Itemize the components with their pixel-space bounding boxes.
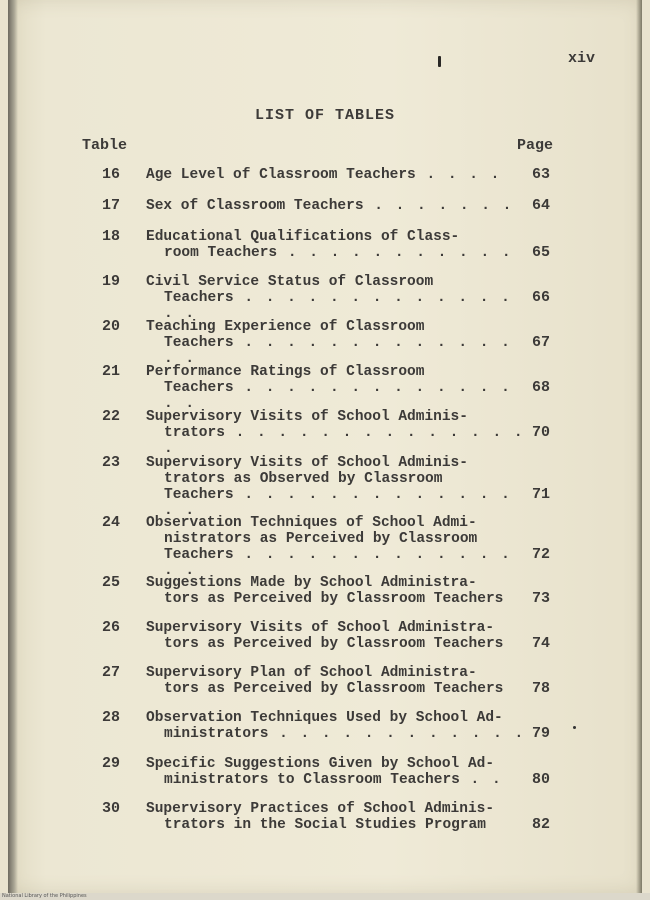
leader-dots: . . . . . . . . . . . . . . . xyxy=(164,380,512,412)
page-reference: 71 xyxy=(532,486,551,503)
table-number: 29 xyxy=(101,755,120,772)
page-title: LIST OF TABLES xyxy=(254,107,396,124)
caption-line: Civil Service Status of Classroom xyxy=(146,274,434,290)
caption-line: room Teachers . . . . . . . . . . . xyxy=(164,245,513,261)
table-number: 23 xyxy=(101,454,120,471)
table-caption xyxy=(146,575,528,607)
caption-line: tors as Perceived by Classroom Teachers xyxy=(164,681,504,697)
roman-page-number: xiv xyxy=(568,50,596,67)
caption-line: trators . . . . . . . . . . . . . . . xyxy=(164,425,525,457)
table-number: 16 xyxy=(101,166,120,183)
table-caption xyxy=(146,710,528,742)
table-caption xyxy=(146,620,528,652)
table-number: 18 xyxy=(101,228,120,245)
leader-dots: . . . . . . . . . . . . . . . xyxy=(164,290,512,322)
leader-dots: . . . . . . . . . . . xyxy=(277,245,513,261)
table-caption xyxy=(146,229,528,261)
table-number: 24 xyxy=(101,514,120,531)
page-edge-shadow xyxy=(636,0,642,893)
table-caption xyxy=(146,756,528,788)
page-reference: 82 xyxy=(532,816,551,833)
page-reference: 68 xyxy=(532,379,551,396)
page-reference: 73 xyxy=(532,590,551,607)
table-number: 25 xyxy=(101,574,120,591)
caption-line: trators in the Social Studies Program xyxy=(164,817,486,833)
table-number: 26 xyxy=(101,619,120,636)
table-caption xyxy=(146,665,528,697)
leader-dots: . . . . . . . . . . . . xyxy=(268,726,526,742)
caption-line: Supervisory Plan of School Administra- xyxy=(146,665,477,681)
table-number: 20 xyxy=(101,318,120,335)
table-caption xyxy=(146,409,528,457)
page-reference: 63 xyxy=(532,166,551,183)
column-header-page: Page xyxy=(517,137,554,154)
page-reference: 67 xyxy=(532,334,551,351)
table-number: 28 xyxy=(101,709,120,726)
caption-line: ministrators to Classroom Teachers . . xyxy=(164,772,503,788)
table-caption xyxy=(146,167,528,183)
caption-line: Age Level of Classroom Teachers . . . . xyxy=(146,167,502,183)
table-number: 30 xyxy=(101,800,120,817)
table-caption xyxy=(146,198,528,214)
caption-line: Specific Suggestions Given by School Ad- xyxy=(146,756,495,772)
table-number: 21 xyxy=(101,363,120,380)
leader-dots: . . . . . . . xyxy=(363,198,514,214)
caption-line: tors as Perceived by Classroom Teachers xyxy=(164,591,504,607)
caption-line: Supervisory Visits of School Adminis- xyxy=(146,455,468,471)
page-reference: 80 xyxy=(532,771,551,788)
caption-line: Observation Techniques of School Admi- xyxy=(146,515,477,531)
table-caption xyxy=(146,801,528,833)
page-reference: 66 xyxy=(532,289,551,306)
table-caption xyxy=(146,319,528,367)
page-reference: 72 xyxy=(532,546,551,563)
page-reference: 65 xyxy=(532,244,551,261)
caption-line: Supervisory Visits of School Adminis- xyxy=(146,409,468,425)
table-number: 17 xyxy=(101,197,120,214)
caption-line: Performance Ratings of Classroom xyxy=(146,364,425,380)
scan-footer: National Library of the Philippines xyxy=(0,893,650,900)
caption-line: Teachers . . . . . . . . . . . . . . . xyxy=(164,290,512,322)
caption-line: Suggestions Made by School Administra- xyxy=(146,575,477,591)
caption-line: Teachers . . . . . . . . . . . . . . . xyxy=(164,380,512,412)
leader-dots: . . . . . . . . . . . . . . . xyxy=(164,487,512,519)
ink-speck xyxy=(573,726,576,729)
table-number: 22 xyxy=(101,408,120,425)
caption-line: nistrators as Perceived by Classroom xyxy=(164,531,478,547)
page-reference: 64 xyxy=(532,197,551,214)
leader-dots: . . . . . . . . . . . . . . . xyxy=(164,547,512,579)
table-caption xyxy=(146,274,528,322)
leader-dots: . . . . xyxy=(415,167,502,183)
page-binding-shadow xyxy=(8,0,18,893)
table-caption xyxy=(146,364,528,412)
caption-line: Educational Qualifications of Class- xyxy=(146,229,460,245)
caption-line: Observation Techniques Used by School Ad- xyxy=(146,710,503,726)
caption-line: Sex of Classroom Teachers . . . . . . . xyxy=(146,198,514,214)
page-reference: 78 xyxy=(532,680,551,697)
caption-line: Supervisory Visits of School Administra- xyxy=(146,620,495,636)
caption-line: Teachers . . . . . . . . . . . . . . . xyxy=(164,487,512,519)
caption-line: Supervisory Practices of School Adminis- xyxy=(146,801,495,817)
page-reference: 79 xyxy=(532,725,551,742)
leader-dots: . . . . . . . . . . . . . . . xyxy=(164,425,525,457)
table-caption xyxy=(146,515,528,579)
leader-dots: . . . . . . . . . . . . . . . xyxy=(164,335,512,367)
caption-line: tors as Perceived by Classroom Teachers xyxy=(164,636,504,652)
leader-dots: . . xyxy=(459,772,503,788)
caption-line: Teachers . . . . . . . . . . . . . . . xyxy=(164,335,512,367)
caption-line: trators as Observed by Classroom xyxy=(164,471,443,487)
table-number: 19 xyxy=(101,273,120,290)
caption-line: ministrators . . . . . . . . . . . . xyxy=(164,726,526,742)
column-header-table: Table xyxy=(82,137,128,154)
caption-line: Teachers . . . . . . . . . . . . . . . xyxy=(164,547,512,579)
ink-mark xyxy=(438,56,441,67)
table-number: 27 xyxy=(101,664,120,681)
page-reference: 70 xyxy=(532,424,551,441)
page-reference: 74 xyxy=(532,635,551,652)
table-caption xyxy=(146,455,528,519)
caption-line: Teaching Experience of Classroom xyxy=(146,319,425,335)
